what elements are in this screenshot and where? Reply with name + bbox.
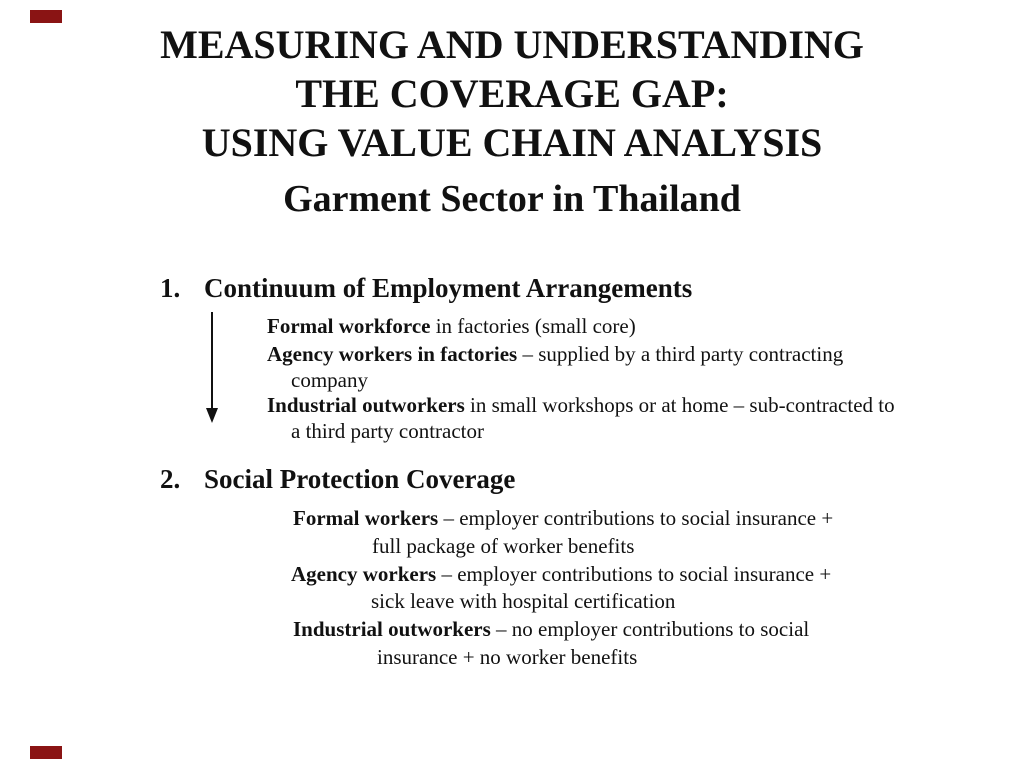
section-2-item-formal-workers <box>293 506 833 531</box>
item-text: insurance + no worker benefits <box>377 645 638 669</box>
item-bold-label: Formal workers <box>293 506 439 530</box>
section-1-item-agency-workers-wrap <box>291 368 368 393</box>
section-2-item-industrial-outworkers-wrap <box>377 645 637 670</box>
item-text: a third party contractor <box>291 419 484 443</box>
title-line-2: THE COVERAGE GAP: <box>295 71 729 116</box>
slide-subtitle: Garment Sector in Thailand <box>283 178 741 220</box>
item-text: – supplied by a third party contracting <box>517 342 844 366</box>
down-arrow-icon <box>203 312 221 424</box>
section-1-item-formal-workforce <box>267 314 636 339</box>
section-1-number: 1. <box>160 273 181 303</box>
slide-title <box>0 20 1024 167</box>
section-1-heading-label: Continuum of Employment Arrangements <box>204 273 693 303</box>
item-text: company <box>291 368 368 392</box>
item-text: – employer contributions to social insurance + <box>438 506 834 530</box>
title-line-1: MEASURING AND UNDERSTANDING <box>160 22 864 67</box>
section-1-item-industrial-outworkers-wrap <box>291 419 484 444</box>
section-2-item-agency-workers <box>291 562 831 587</box>
section-1-item-industrial-outworkers <box>267 393 895 418</box>
item-text: in factories (small core) <box>430 314 636 338</box>
section-1-item-agency-workers <box>267 342 843 367</box>
item-bold-label: Agency workers in factories <box>267 342 518 366</box>
section-1-heading <box>160 272 692 304</box>
section-2-item-industrial-outworkers <box>293 617 809 642</box>
section-2-heading <box>160 463 515 495</box>
item-bold-label: Agency workers <box>291 562 437 586</box>
item-bold-label: Formal workforce <box>267 314 431 338</box>
item-bold-label: Industrial outworkers <box>293 617 491 641</box>
item-bold-label: Industrial outworkers <box>267 393 465 417</box>
section-2-heading-label: Social Protection Coverage <box>204 464 516 494</box>
item-text: sick leave with hospital certification <box>371 589 676 613</box>
section-2-number: 2. <box>160 464 181 494</box>
item-text: – no employer contributions to social <box>490 617 810 641</box>
section-2-item-formal-workers-wrap <box>372 534 634 559</box>
item-text: in small workshops or at home – sub-contracted to <box>464 393 895 417</box>
title-line-3: USING VALUE CHAIN ANALYSIS <box>201 120 823 165</box>
section-2-item-agency-workers-wrap <box>371 589 675 614</box>
item-text: – employer contributions to social insurance + <box>436 562 832 586</box>
item-text: full package of worker benefits <box>372 534 635 558</box>
slide-accent-mark-bottom <box>30 746 62 759</box>
